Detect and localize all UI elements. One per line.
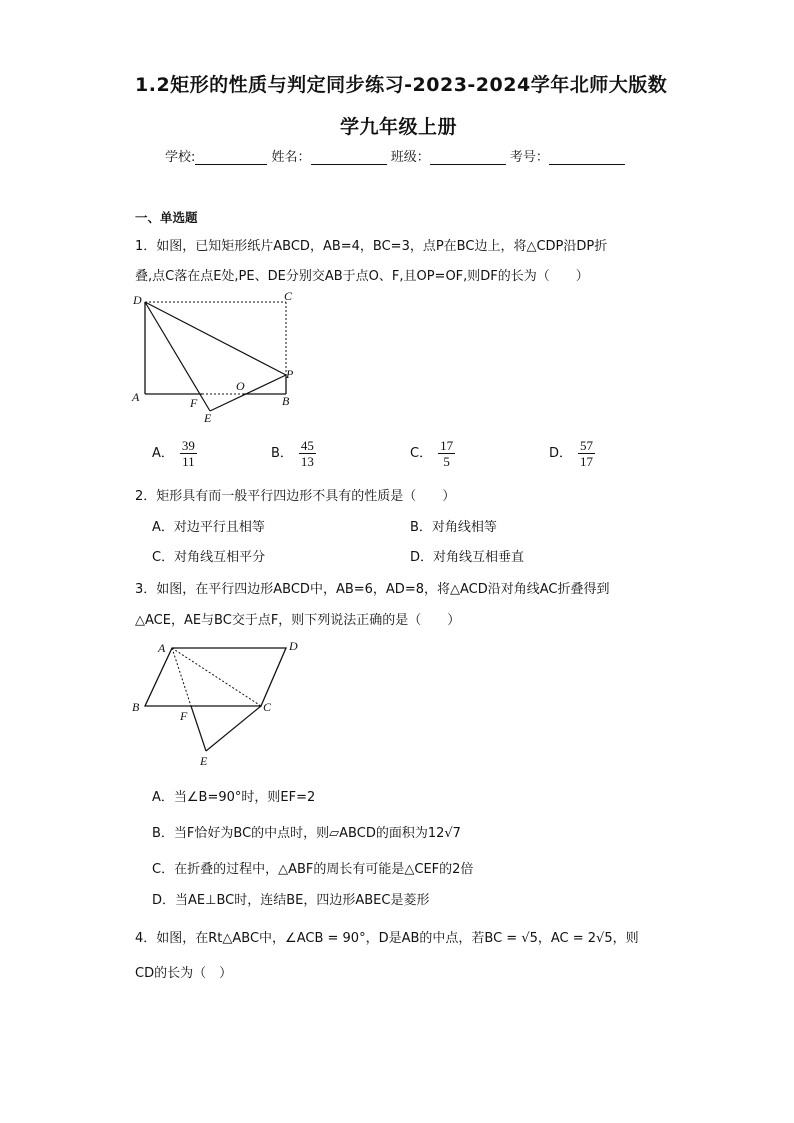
q4-stem-line2: CD的长为（ ）: [135, 966, 233, 981]
q2-stem: 2．矩形具有而一般平行四边形不具有的性质是（ ）: [135, 489, 456, 504]
q1-option-c-fraction: $\frac{17}{5}$: [440, 438, 454, 469]
q1-label-d: D: [133, 293, 142, 307]
q3-line-ec: [206, 706, 261, 751]
q1-label-p: P: [286, 367, 294, 381]
number-blank[interactable]: [549, 150, 625, 165]
q1-option-b-fraction: $\frac{45}{13}$: [300, 438, 314, 469]
page-title-line1: 1.2矩形的性质与判定同步练习-2023-2024学年北师大版数: [135, 74, 668, 96]
q3-option-b[interactable]: B．当F恰好为BC的中点时，则▱ABCD的面积为12√7: [152, 826, 461, 841]
q3-line-fe: [191, 706, 206, 751]
q1-line-ep: [210, 375, 286, 411]
q1-option-d[interactable]: D． $\frac{57}{17}$: [549, 438, 594, 469]
q1-label-e: E: [204, 411, 212, 425]
q3-line-af: [172, 648, 191, 706]
q1-stem-line2: 叠,点C落在点E处,PE、DE分别交AB于点O、F,且OP=OF,则DF的长为（ ）: [135, 269, 589, 284]
q1-option-b[interactable]: B． $\frac{45}{13}$: [271, 438, 314, 469]
q3-label-c: C: [263, 700, 272, 714]
q3-label-a: A: [158, 641, 166, 655]
name-label: 姓名：: [271, 150, 311, 165]
name-blank[interactable]: [311, 150, 387, 165]
q1-option-d-fraction: $\frac{57}{17}$: [580, 438, 594, 469]
number-label: 考号：: [509, 150, 549, 165]
q3-parallelogram: [145, 648, 286, 706]
q3-stem-line1: 3．如图，在平行四边形ABCD中，AB=6，AD=8，将△ACD沿对角线AC折叠得到: [135, 582, 610, 597]
q1-stem-line1: 1．如图，已知矩形纸片ABCD，AB=4，BC=3，点P在BC边上，将△CDP沿DP折: [135, 239, 608, 254]
q1-label-a: A: [132, 390, 140, 404]
q2-option-a[interactable]: A．对边平行且相等: [152, 520, 265, 535]
q3-label-b: B: [132, 700, 140, 714]
student-info-row: [165, 146, 625, 165]
q3-option-a[interactable]: A．当∠B=90°时，则EF=2: [152, 790, 316, 805]
q3-stem-line2: △ACE，AE与BC交于点F，则下列说法正确的是（ ）: [135, 613, 461, 628]
q3-option-d[interactable]: D．当AE⊥BC时，连结BE，四边形ABEC是菱形: [152, 893, 430, 908]
q3-label-e: E: [200, 754, 208, 768]
school-label: 学校:: [165, 150, 196, 165]
q3-figure: [128, 636, 318, 770]
page-title-line2: 学九年级上册: [340, 116, 458, 138]
school-blank[interactable]: [195, 150, 267, 165]
q1-label-c: C: [284, 289, 293, 303]
section-title: 一、单选题: [135, 210, 198, 225]
q4-stem-line1: 4．如图，在Rt△ABC中，∠ACB = 90°，D是AB的中点，若BC = √5，AC = 2√5，则: [135, 931, 639, 946]
q3-label-d: D: [289, 639, 298, 653]
q2-option-c[interactable]: C．对角线互相平分: [152, 550, 266, 565]
q1-label-b: B: [282, 394, 290, 408]
q1-label-f: F: [190, 396, 198, 410]
q1-option-a[interactable]: A． $\frac{39}{11}$: [152, 438, 195, 469]
q1-figure: [128, 288, 308, 428]
q1-option-a-fraction: $\frac{39}{11}$: [181, 438, 195, 469]
q3-label-f: F: [180, 709, 188, 723]
q3-diagonal-ac: [172, 648, 261, 706]
q1-label-o: O: [236, 379, 245, 393]
q1-option-c[interactable]: C． $\frac{17}{5}$: [410, 438, 454, 469]
q3-option-c[interactable]: C．在折叠的过程中，△ABF的周长有可能是△CEF的2倍: [152, 862, 474, 877]
q2-option-b[interactable]: B．对角线相等: [410, 520, 497, 535]
q2-option-d[interactable]: D．对角线互相垂直: [410, 550, 525, 565]
class-label: 班级：: [390, 150, 430, 165]
class-blank[interactable]: [430, 150, 506, 165]
